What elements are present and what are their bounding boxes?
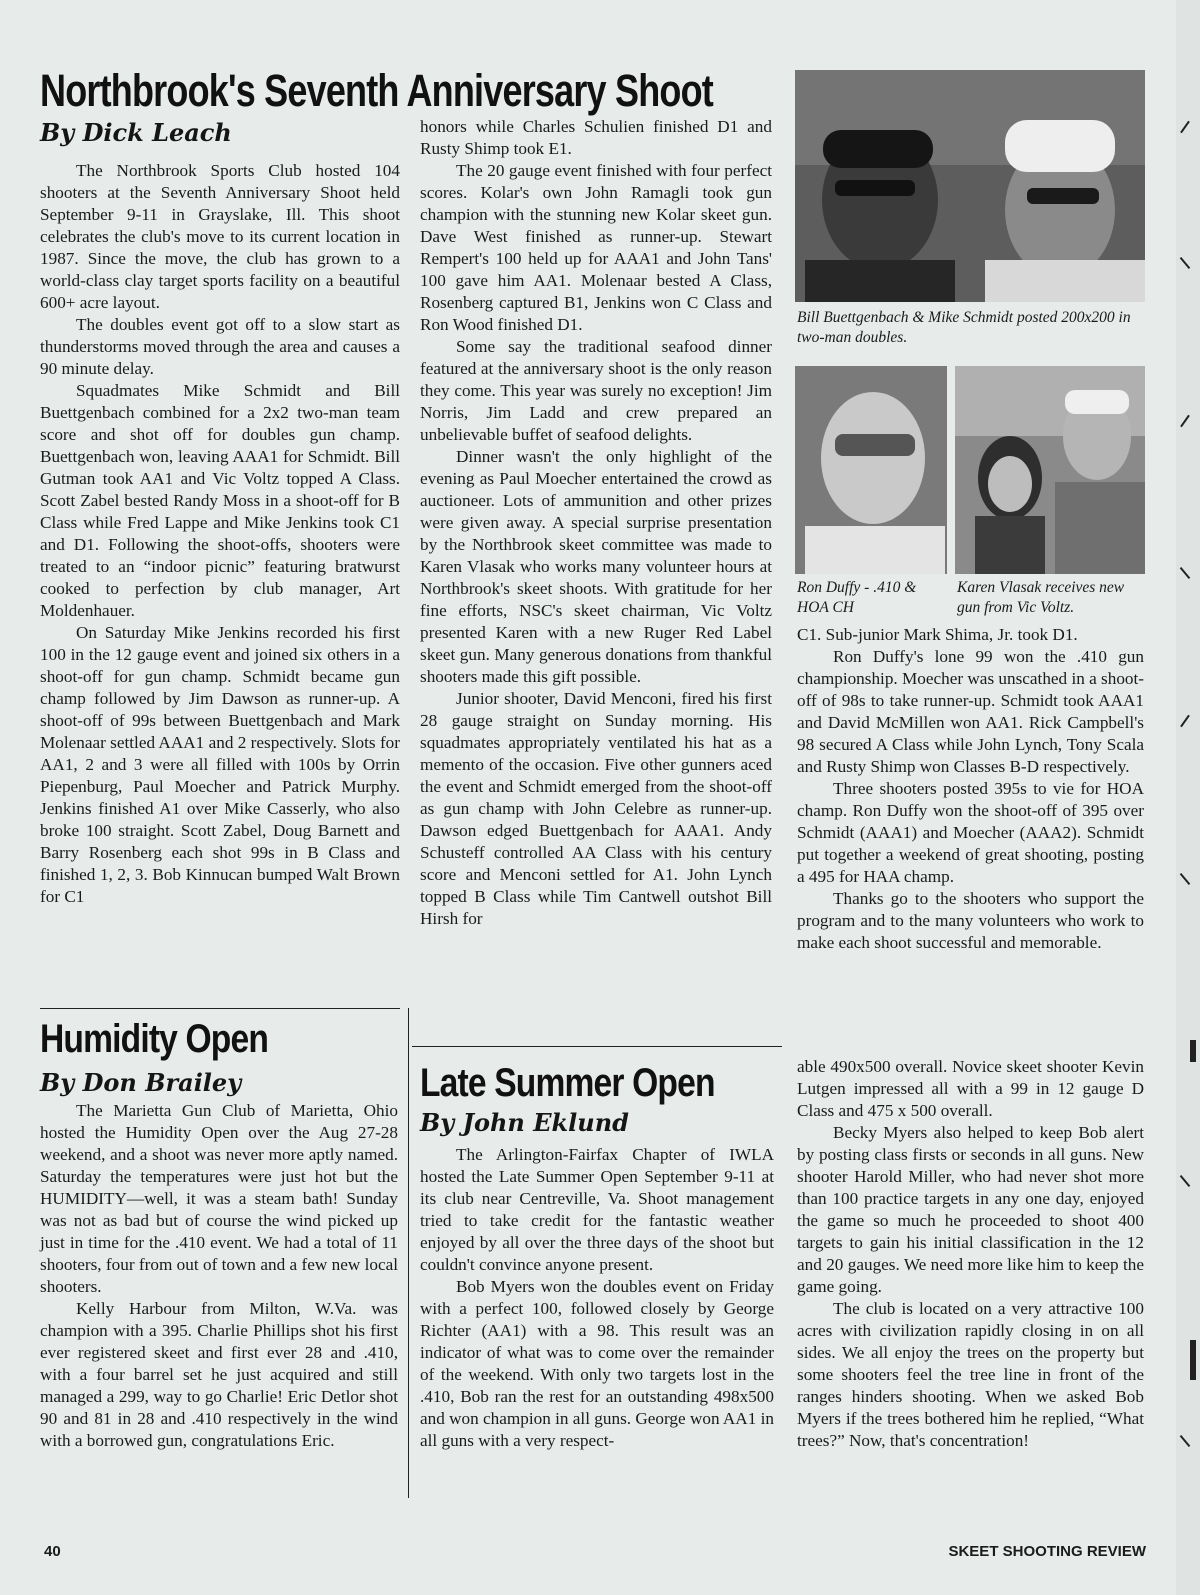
article-title-late-summer: Late Summer Open	[420, 1061, 715, 1105]
binding-mark	[1180, 415, 1190, 428]
binding-mark	[1180, 121, 1190, 134]
paragraph: Ron Duffy's lone 99 won the .410 gun championship. Moecher was unscathed in a shoot-off of 98s to take runner-up. Schmidt took AAA1 and David McMillen won AA1. Rick Campbell's 98 secured A Class while John Lynch, Tony Scala and Rusty Shimp won Classes B-D respectively.	[797, 647, 1145, 776]
paragraph: Junior shooter, David Menconi, fired his first 28 gauge straight on Sunday morning. His squadmates appropriately ventilated his hat as a memento of the occasion. Five other gunners aced the event and Schmidt emerged from the shoot-off as gun champ with John Celebre as runner-up. Dawson edged Buettgenbach for AAA1. Andy Schusteff controlled AA Class with his century score and Menconi settled for A1. John Lynch topped B Class while Tim Cantwell outshot Bill Hirsh for	[420, 689, 772, 928]
section-divider-left	[40, 1008, 400, 1009]
paragraph: Kelly Harbour from Milton, W.Va. was champion with a 395. Charlie Phillips shot his first ever registered skeet and first ever 28 and .410, with a four barrel set he just acquired and still managed a 299, way to go Charlie! Eric Detlor shot 90 and 81 in 28 and .410 respectively in the wind with a borrowed gun, congratulations Eric.	[40, 1299, 398, 1450]
paragraph: Some say the traditional seafood dinner featured at the anniversary shoot is the only reason they come. This year was surely no exception! Jim Norris, Jim Ladd and crew prepared an unbelievable buffet of seafood delights.	[420, 337, 772, 444]
article-byline-late-summer: By John Eklund	[420, 1108, 629, 1137]
article-column-1	[40, 160, 400, 908]
paragraph: The club is located on a very attractive 100 acres with civilization rapidly closing in on all sides. We all enjoy the trees on the property but some shooters feel the tree line in front of the ranges hinders shooting. When we asked Bob Myers if the trees bothered him he replied, “What trees?” Now, that's concentration!	[797, 1299, 1144, 1450]
photo-ron-duffy	[795, 366, 947, 574]
publication-name: SKEET SHOOTING REVIEW	[948, 1543, 1146, 1560]
photo-caption-top: Bill Buettgenbach & Mike Schmidt posted 200x200 in two-man doubles.	[797, 309, 1131, 346]
binding-mark	[1190, 1040, 1196, 1062]
paragraph: Three shooters posted 395s to vie for HOA champ. Ron Duffy won the shoot-off of 395 over Schmidt (AAA1) and Moecher (AAA2). Schmidt put together a weekend of great shooting, posting a 495 for HAA champ.	[797, 779, 1144, 886]
article-column-late-summer-2	[797, 1056, 1144, 1452]
article-column-3	[797, 624, 1144, 954]
paragraph: Bob Myers won the doubles event on Friday with a perfect 100, followed closely by George Richter (AA1) with a 98. This result was an indicator of what was to come over the remainder of the weekend. With only two targets lost in the .410, Bob ran the rest for an outstanding 498x500 and won champion in all guns. George won AA1 in all guns with a very respect-	[420, 1277, 774, 1450]
page-number: 40	[44, 1543, 61, 1560]
paragraph: Thanks go to the shooters who support the program and to the many volunteers who work to make each shoot successful and memorable.	[797, 889, 1144, 952]
paragraph: The Marietta Gun Club of Marietta, Ohio hosted the Humidity Open over the Aug 27-28 weekend, and a shoot was never more aptly named. Saturday the temperatures were just hot but the HUMIDITY—well, it was a steam bath! Sunday was not as bad but of course the wind picked up just in time for the .410 event. We had a total of 11 shooters, four from out of town and a few new local shooters.	[40, 1101, 398, 1296]
paragraph: The Arlington-Fairfax Chapter of IWLA hosted the Late Summer Open September 9-11 at its club near Centreville, Va. Shoot management tried to take credit for the fantastic weather enjoyed by all over the three days of the shoot but couldn't convince anyone present.	[420, 1145, 774, 1274]
photo-karen-vlasak	[955, 366, 1145, 574]
binding-mark	[1180, 1435, 1191, 1447]
photo-caption-left: Ron Duffy - .410 & HOA CH	[797, 579, 917, 616]
article-title-northbrook: Northbrook's Seventh Anniversary Shoot	[40, 65, 713, 116]
photo-two-men-image	[795, 70, 1145, 302]
paragraph: Squadmates Mike Schmidt and Bill Buettgenbach combined for a 2x2 two-man team score and shot off for doubles gun champ. Buettgenbach won, leaving AAA1 for Schmidt. Bill Gutman took AA1 and Vic Voltz topped A Class. Scott Zabel bested Randy Moss in a shoot-off for B Class while Fred Lappe and Mike Jenkins took C1 and D1. Following the shoot-offs, shooters were treated to an “indoor picnic” featuring bratwurst cooked to perfection by club manager, Art Moldenhauer.	[40, 381, 400, 620]
paragraph: The 20 gauge event finished with four perfect scores. Kolar's own John Ramagli took gun champion with the stunning new Kolar skeet gun. Dave West finished as runner-up. Stewart Rempert's 100 held up for AAA1 and John Tans' 100 gave him AA1. Molenaar bested A Class, Rosenberg captured B1, Jenkins won C Class and Ron Wood finished D1.	[420, 161, 772, 334]
photo-buettgenbach-schmidt	[795, 70, 1145, 302]
article-column-2	[420, 116, 772, 930]
article-byline-humidity: By Don Brailey	[40, 1068, 242, 1097]
paragraph: C1. Sub-junior Mark Shima, Jr. took D1.	[797, 625, 1078, 644]
photo-caption-right: Karen Vlasak receives new gun from Vic Voltz.	[957, 579, 1125, 616]
article-column-late-summer-1	[420, 1144, 774, 1452]
binding-mark	[1180, 567, 1191, 579]
paragraph: The doubles event got off to a slow start as thunderstorms moved through the area and causes a 90 minute delay.	[40, 315, 400, 378]
binding-mark	[1180, 257, 1191, 269]
binding-edge	[1176, 0, 1200, 1595]
binding-mark	[1180, 715, 1190, 728]
paragraph: Becky Myers also helped to keep Bob alert by posting class firsts or seconds in all guns. New shooter Harold Miller, who had never shot more than 100 practice targets in any one day, enjoyed the game so much he proceeded to shoot 400 targets to gain his initial classification in the 12 and 20 gauges. We need more like him to keep the game going.	[797, 1123, 1144, 1296]
binding-mark	[1180, 873, 1191, 885]
photo-ron-duffy-image	[795, 366, 947, 574]
paragraph: Dinner wasn't the only highlight of the evening as Paul Moecher entertained the crowd as auctioneer. Lots of ammunition and other prizes were given away. A special surprise presentation by the Northbrook skeet committee was made to Karen Vlasak who works many volunteer hours at Northbrook's skeet shoots. With gratitude for her fine efforts, NSC's skeet chairman, Vic Voltz presented Karen with a new Ruger Red Label skeet gun. Many generous donations from thankful shooters made this gift possible.	[420, 447, 772, 686]
article-column-humidity	[40, 1100, 398, 1452]
photo-karen-vlasak-image	[955, 366, 1145, 574]
paragraph: On Saturday Mike Jenkins recorded his first 100 in the 12 gauge event and joined six others in a shoot-off for gun champ. Schmidt became gun champ followed by Jim Dawson as runner-up. A shoot-off of 99s between Buettgenbach and Mark Molenaar settled AAA1 and 2 respectively. Slots for AA1, 2 and 3 were all filled with 100s by Orrin Piepenburg, Paul Moecher and Patrick Murphy. Jenkins finished A1 over Mike Casserly, who also broke 100 straight. Scott Zabel, Doug Barnett and Barry Rosenberg each shot 99s in B Class and finished 1, 2, 3. Bob Kinnucan bumped Walt Brown for C1	[40, 623, 400, 906]
paragraph: The Northbrook Sports Club hosted 104 shooters at the Seventh Anniversary Shoot held September 9-11 in Grayslake, Ill. This shoot celebrates the club's move to its current location in 1987. Since the move, the club has grown to a world-class clay target sports facility on a beautiful 600+ acre layout.	[40, 161, 400, 312]
article-title-humidity: Humidity Open	[40, 1017, 269, 1061]
section-divider-right	[412, 1046, 782, 1047]
paragraph: able 490x500 overall. Novice skeet shooter Kevin Lutgen impressed all with a 99 in 12 gauge D Class and 475 x 500 overall.	[797, 1057, 1144, 1120]
column-divider-left	[408, 1008, 409, 1498]
paragraph: honors while Charles Schulien finished D1 and Rusty Shimp took E1.	[420, 117, 772, 158]
binding-mark	[1180, 1175, 1191, 1187]
article-byline-northbrook: By Dick Leach	[40, 118, 232, 147]
binding-mark	[1190, 1340, 1196, 1380]
